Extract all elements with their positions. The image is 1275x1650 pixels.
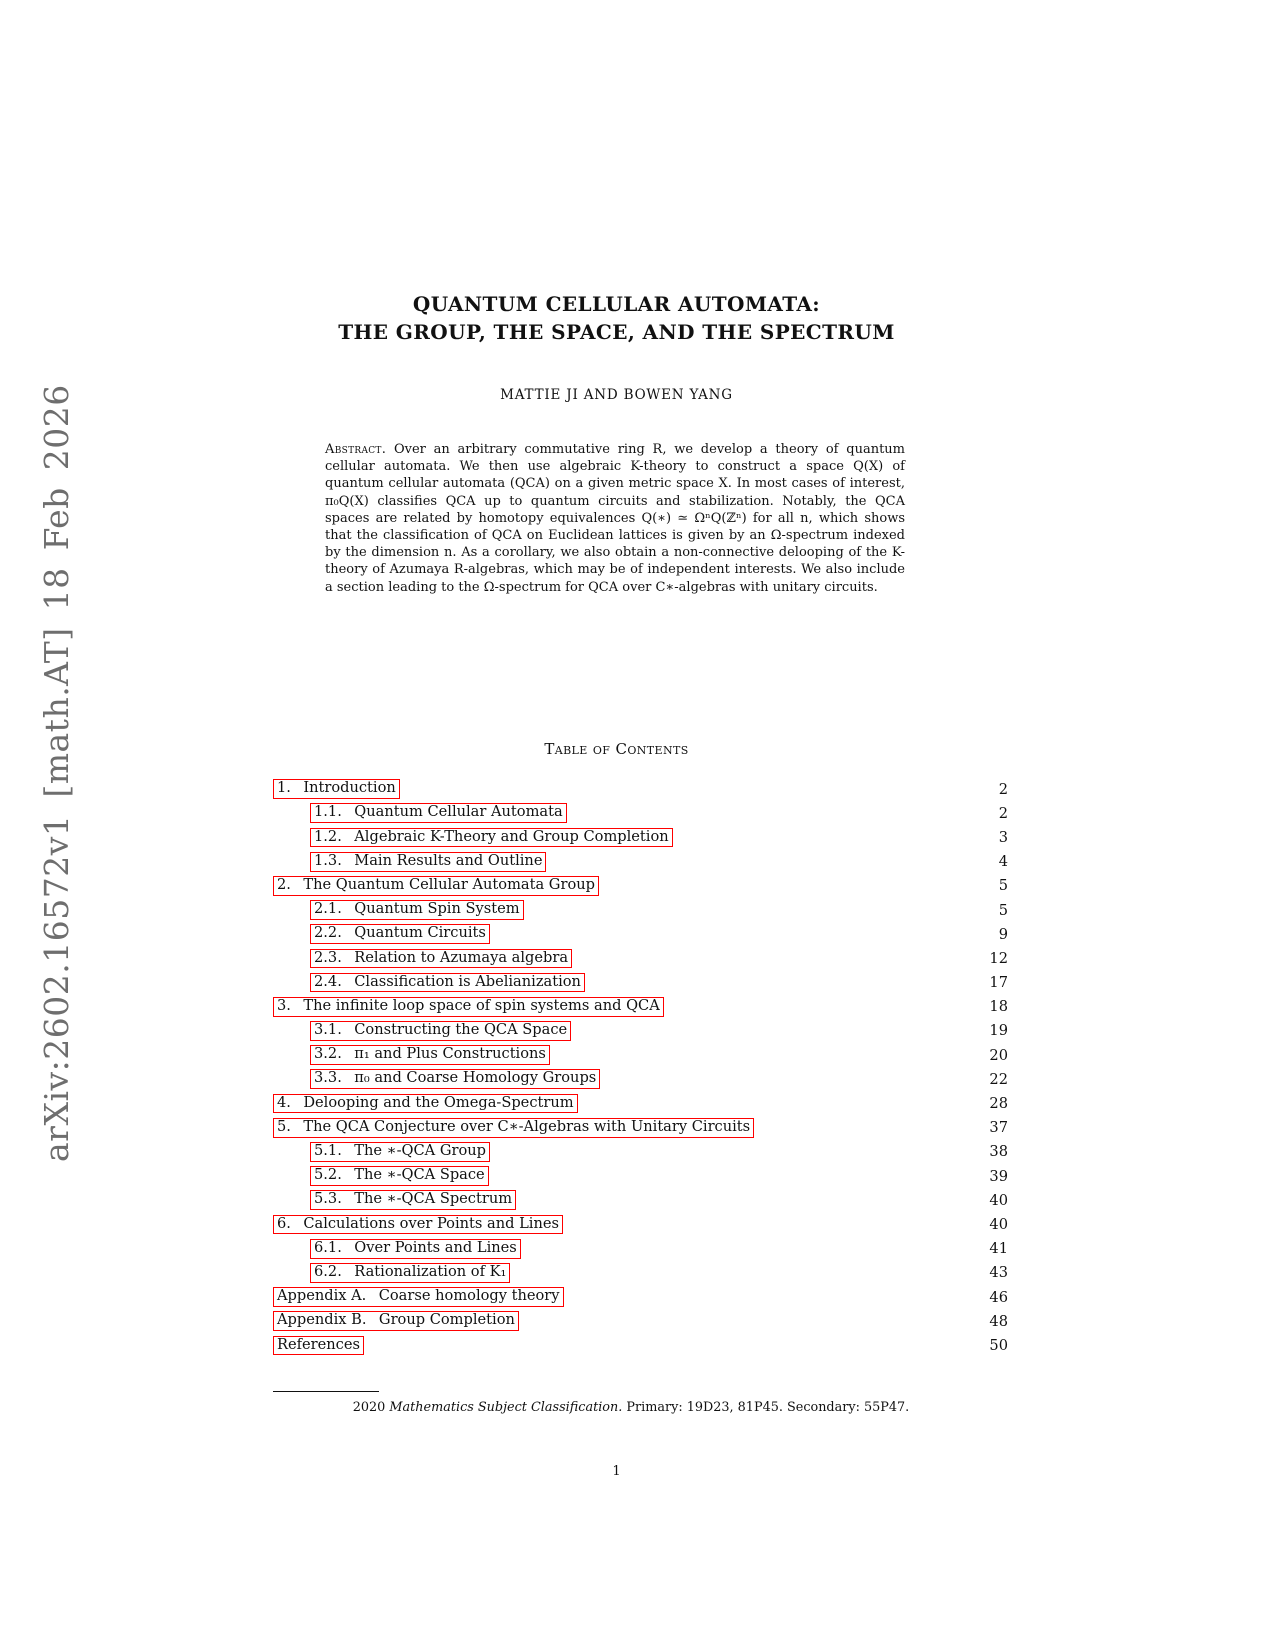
- toc-entry-number: 6.1.: [314, 1238, 342, 1256]
- toc-entry: [273, 1091, 1008, 1115]
- toc-entry-number: 6.: [277, 1214, 291, 1232]
- abstract-paragraph: [325, 441, 905, 596]
- toc-entry-page: 48: [989, 1312, 1008, 1330]
- toc-entry-link[interactable]: [310, 1239, 521, 1259]
- toc-entry-page: 41: [989, 1240, 1008, 1258]
- toc-entry-number: 6.2.: [314, 1262, 342, 1280]
- toc-entry: [273, 1188, 1008, 1212]
- toc-entry-page: 9: [998, 925, 1008, 943]
- toc-entry-link[interactable]: [273, 1287, 564, 1307]
- toc-entry-number: 5.: [277, 1117, 291, 1135]
- toc-entry-page: 40: [989, 1191, 1008, 1209]
- toc-entry: [273, 1067, 1008, 1091]
- msc-classification-label: Mathematics Subject Classification.: [389, 1400, 623, 1415]
- toc-entry-number: 2.1.: [314, 900, 342, 918]
- toc-entry-link[interactable]: [273, 1118, 754, 1138]
- toc-entry-link[interactable]: [273, 1311, 519, 1331]
- toc-entry: [273, 1043, 1008, 1067]
- toc-entry-title: Rationalization of K₁: [354, 1262, 507, 1280]
- toc-entry-link[interactable]: [310, 1190, 516, 1210]
- toc-entry-title: The Quantum Cellular Automata Group: [303, 875, 595, 893]
- toc-entry-link[interactable]: [273, 1336, 364, 1356]
- toc-entry: [273, 874, 1008, 898]
- toc-entry-title: Delooping and the Omega-Spectrum: [303, 1093, 574, 1111]
- toc-entry-title: The ∗-QCA Spectrum: [354, 1190, 513, 1208]
- toc-entry-page: 5: [998, 901, 1008, 919]
- toc-entry-title: Coarse homology theory: [378, 1287, 560, 1305]
- toc-entry-title: The QCA Conjecture over C∗-Algebras with Unitary Circuits: [303, 1117, 751, 1135]
- toc-entry: [273, 946, 1008, 970]
- toc-entry-number: 3.3.: [314, 1069, 342, 1087]
- toc-entry-page: 50: [989, 1336, 1008, 1354]
- toc-entry-page: 12: [989, 949, 1008, 967]
- toc-entry: [273, 1285, 1008, 1309]
- toc-entry-number: 1.2.: [314, 827, 342, 845]
- toc-entry: [273, 825, 1008, 849]
- toc-entry-page: 2: [998, 780, 1008, 798]
- toc-entry-number: 2.3.: [314, 948, 342, 966]
- toc-entry-title: The ∗-QCA Space: [354, 1166, 485, 1184]
- toc-entry-title: References: [277, 1335, 360, 1353]
- toc-entry-title: π₁ and Plus Constructions: [354, 1045, 546, 1063]
- toc-entry: [273, 1333, 1008, 1357]
- toc-entry-page: 5: [998, 877, 1008, 895]
- toc-entry-number: Appendix B.: [277, 1311, 367, 1329]
- authors-line: MATTIE JI AND BOWEN YANG: [500, 387, 733, 403]
- toc-entry-link[interactable]: [310, 1142, 490, 1162]
- toc-entry-title: The infinite loop space of spin systems and QCA: [303, 996, 660, 1014]
- toc-entry-link[interactable]: [310, 1166, 489, 1186]
- footnote-rule: [273, 1391, 379, 1392]
- paper-title-line1: QUANTUM CELLULAR AUTOMATA:: [412, 292, 821, 316]
- msc-year: 2020: [352, 1400, 390, 1415]
- toc-entry: [273, 1116, 1008, 1140]
- toc-entry-title: Introduction: [303, 779, 396, 797]
- toc-entry-link[interactable]: [310, 1263, 510, 1283]
- toc-entry-number: 3.1.: [314, 1021, 342, 1039]
- toc-entry-page: 19: [989, 1022, 1008, 1040]
- toc-entry-title: Main Results and Outline: [354, 851, 543, 869]
- toc-list: [273, 777, 1008, 1358]
- msc-line: [281, 1400, 981, 1415]
- toc-entry-page: 39: [989, 1167, 1008, 1185]
- toc-entry-link[interactable]: [273, 779, 400, 799]
- paper-title-line2: THE GROUP, THE SPACE, AND THE SPECTRUM: [338, 320, 895, 344]
- toc-entry: [273, 1212, 1008, 1236]
- toc-entry-link[interactable]: [310, 973, 585, 993]
- toc-entry-number: 3.: [277, 996, 291, 1014]
- toc-entry: [273, 995, 1008, 1019]
- toc-entry: [273, 971, 1008, 995]
- toc-entry: [273, 922, 1008, 946]
- arxiv-stamp-container: [37, 384, 77, 1162]
- toc-entry-page: 2: [998, 804, 1008, 822]
- toc-entry-link[interactable]: [310, 1045, 550, 1065]
- toc-entry-title: The ∗-QCA Group: [354, 1142, 486, 1160]
- toc-entry: [273, 898, 1008, 922]
- toc-entry-number: 5.3.: [314, 1190, 342, 1208]
- toc-entry-link[interactable]: [310, 900, 524, 920]
- toc-entry-page: 43: [989, 1264, 1008, 1282]
- toc-entry-title: Constructing the QCA Space: [354, 1021, 568, 1039]
- toc-entry-number: 1.1.: [314, 803, 342, 821]
- toc-entry-link[interactable]: [273, 997, 664, 1017]
- toc-entry-page: 3: [998, 828, 1008, 846]
- toc-entry: [273, 1261, 1008, 1285]
- toc-entry-link[interactable]: [273, 876, 599, 896]
- abstract-text: Over an arbitrary commutative ring R, we develop a theory of quantum cellular automata. We then use algebraic K-theory to construct a space Q(X) of quantum cellular automata (QCA) on a given metric space X. In most cases of interest, π₀Q(X) classifies QCA up to quantum circuits and stabilization. Notably, the QCA spaces are related by homotopy equivalences Q(∗) ≃ ΩⁿQ(ℤⁿ) for all n, which shows that the classification of QCA on Euclidean lattices is given by an Ω-spectrum indexed by the dimension n. As a corollary, we also obtain a non-connective delooping of the K-theory of Azumaya R-algebras, which may be of independent interests. We also include a section leading to the Ω-spectrum for QCA over C∗-algebras with unitary circuits.: [325, 442, 905, 595]
- toc-entry-title: π₀ and Coarse Homology Groups: [354, 1069, 597, 1087]
- toc-entry: [273, 1140, 1008, 1164]
- toc-entry-title: Calculations over Points and Lines: [303, 1214, 559, 1232]
- toc-heading: Table of Contents: [544, 740, 689, 758]
- toc-entry-number: 1.: [277, 779, 291, 797]
- toc-entry-page: 46: [989, 1288, 1008, 1306]
- toc-entry-title: Quantum Circuits: [354, 924, 486, 942]
- toc-entry-title: Classification is Abelianization: [354, 972, 581, 990]
- text-column: [273, 0, 1008, 1650]
- toc-entry-number: 5.2.: [314, 1166, 342, 1184]
- toc-entry-link[interactable]: [310, 828, 673, 848]
- toc-entry-number: 4.: [277, 1093, 291, 1111]
- toc-entry-page: 37: [989, 1119, 1008, 1137]
- toc-entry-link[interactable]: [310, 1021, 571, 1041]
- toc-entry-title: Over Points and Lines: [354, 1238, 517, 1256]
- toc-entry-title: Relation to Azumaya algebra: [354, 948, 569, 966]
- toc-entry-title: Group Completion: [378, 1311, 515, 1329]
- toc-entry: [273, 1164, 1008, 1188]
- toc-entry-link[interactable]: [310, 949, 572, 969]
- toc-entry-page: 17: [989, 974, 1008, 992]
- toc-entry: [273, 801, 1008, 825]
- toc-entry-link[interactable]: [273, 1215, 563, 1235]
- toc-entry-number: 2.: [277, 875, 291, 893]
- toc-entry-page: 28: [989, 1095, 1008, 1113]
- toc-entry-page: 18: [989, 998, 1008, 1016]
- toc-entry-page: 20: [989, 1046, 1008, 1064]
- toc-entry-link[interactable]: [273, 1094, 578, 1114]
- toc-entry: [273, 777, 1008, 801]
- toc-entry-title: Quantum Spin System: [354, 900, 520, 918]
- toc-entry-link[interactable]: [310, 803, 567, 823]
- toc-entry-number: Appendix A.: [277, 1287, 367, 1305]
- toc-entry-title: Algebraic K-Theory and Group Completion: [354, 827, 669, 845]
- toc-entry-link[interactable]: [310, 852, 546, 872]
- toc-entry-number: 2.2.: [314, 924, 342, 942]
- toc-entry-title: Quantum Cellular Automata: [354, 803, 563, 821]
- toc-entry-page: 38: [989, 1143, 1008, 1161]
- toc-entry: [273, 850, 1008, 874]
- toc-entry-link[interactable]: [310, 924, 490, 944]
- toc-entry-page: 22: [989, 1070, 1008, 1088]
- toc-entry-page: 4: [998, 853, 1008, 871]
- arxiv-stamp-link[interactable]: arXiv:2602.16572v1 [math.AT] 18 Feb 2026: [37, 384, 76, 1162]
- toc-entry-number: 1.3.: [314, 851, 342, 869]
- abstract-label: Abstract.: [325, 442, 387, 457]
- toc-entry: [273, 1309, 1008, 1333]
- toc-entry-page: 40: [989, 1215, 1008, 1233]
- toc-entry-number: 2.4.: [314, 972, 342, 990]
- toc-entry-number: 5.1.: [314, 1142, 342, 1160]
- toc-entry-number: 3.2.: [314, 1045, 342, 1063]
- page-number: 1: [612, 1464, 621, 1479]
- toc-entry: [273, 1237, 1008, 1261]
- msc-codes: Primary: 19D23, 81P45. Secondary: 55P47.: [622, 1400, 910, 1415]
- toc-entry-link[interactable]: [310, 1069, 600, 1089]
- toc-entry: [273, 1019, 1008, 1043]
